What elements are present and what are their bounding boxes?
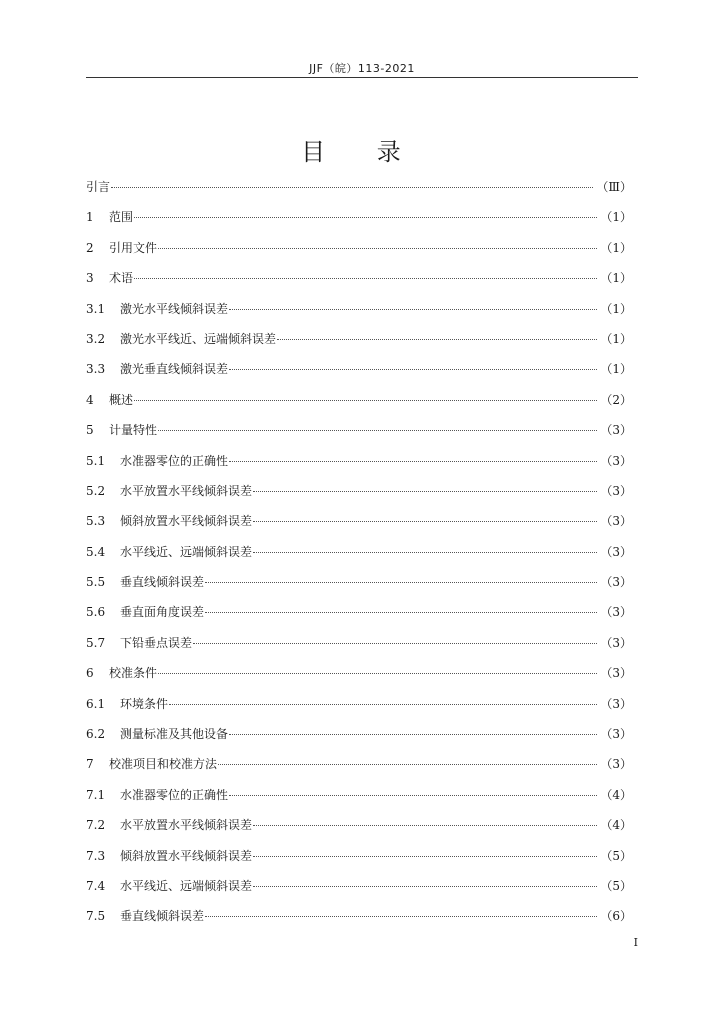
header-divider	[86, 77, 638, 78]
toc-entry-page: （3）	[600, 423, 632, 438]
toc-entry[interactable]	[86, 597, 632, 627]
toc-entry-page: （1）	[600, 362, 632, 377]
toc-dot-leader	[205, 916, 597, 917]
toc-entry[interactable]	[86, 901, 632, 931]
toc-dot-leader	[229, 795, 597, 796]
toc-entry[interactable]	[86, 446, 632, 476]
toc-entry[interactable]	[86, 476, 632, 506]
toc-entry-page: （3）	[600, 575, 632, 590]
toc-entry[interactable]	[86, 841, 632, 871]
toc-entry-title: 水平线近、远端倾斜误差	[120, 878, 253, 893]
toc-entry-number: 7	[86, 757, 94, 772]
toc-entry-page: （3）	[600, 453, 632, 468]
toc-entry[interactable]	[86, 749, 632, 779]
toc-entry-page: （1）	[600, 301, 632, 316]
toc-entry-number: 7.3	[86, 848, 106, 863]
toc-entry-page: （3）	[600, 696, 632, 711]
toc-dot-leader	[253, 521, 597, 522]
toc-entry-title: 水准器零位的正确性	[120, 453, 229, 468]
toc-entry-number: 2	[86, 240, 94, 255]
toc-entry-page: （5）	[600, 848, 632, 863]
toc-entry[interactable]	[86, 172, 632, 202]
toc-entry-number: 5.1	[86, 453, 106, 468]
toc-dot-leader	[229, 461, 597, 462]
toc-entry-title: 水平放置水平线倾斜误差	[120, 818, 253, 833]
toc-entry-page: （3）	[600, 727, 632, 742]
toc-entry-page: （1）	[600, 271, 632, 286]
toc-entry-number: 3.2	[86, 331, 106, 346]
toc-dot-leader	[277, 339, 597, 340]
toc-entry-number: 5.3	[86, 514, 106, 529]
toc-dot-leader	[111, 187, 593, 188]
toc-dot-leader	[134, 278, 597, 279]
toc-dot-leader	[229, 309, 597, 310]
toc-entry-title: 垂直面角度误差	[120, 605, 205, 620]
toc-entry-page: （1）	[600, 240, 632, 255]
toc-entry-title: 校准条件	[109, 666, 158, 681]
toc-dot-leader	[253, 856, 597, 857]
toc-entry-number: 5.6	[86, 605, 106, 620]
toc-entry-number: 7.2	[86, 818, 106, 833]
toc-entry-title: 校准项目和校准方法	[109, 757, 218, 772]
toc-entry-title: 计量特性	[109, 423, 158, 438]
toc-dot-leader	[253, 886, 597, 887]
toc-dot-leader	[229, 369, 597, 370]
toc-entry[interactable]	[86, 689, 632, 719]
toc-entry-title: 范围	[109, 210, 134, 225]
toc-dot-leader	[134, 400, 597, 401]
toc-entry-title: 水平放置水平线倾斜误差	[120, 483, 253, 498]
page-number: I	[633, 936, 638, 949]
page-title: 目 录	[301, 138, 423, 167]
toc-entry-number: 3.1	[86, 301, 106, 316]
toc-dot-leader	[218, 764, 597, 765]
document-header: JJF（皖）113-2021	[309, 62, 415, 75]
toc-entry-page: （3）	[600, 635, 632, 650]
toc-entry-page: （Ⅲ）	[596, 180, 632, 194]
toc-entry[interactable]	[86, 202, 632, 232]
toc-entry-title: 倾斜放置水平线倾斜误差	[120, 848, 253, 863]
toc-entry-page: （1）	[600, 331, 632, 346]
toc-entry-number: 6.1	[86, 696, 106, 711]
toc-entry[interactable]	[86, 415, 632, 445]
toc-entry-page: （4）	[600, 787, 632, 802]
toc-dot-leader	[158, 430, 597, 431]
toc-entry-page: （6）	[600, 909, 632, 924]
toc-entry-page: （3）	[600, 544, 632, 559]
toc-entry-number: 5.7	[86, 635, 106, 650]
toc-dot-leader	[134, 217, 597, 218]
toc-entry-title: 垂直线倾斜误差	[120, 909, 205, 924]
toc-entry-title: 测量标准及其他设备	[120, 727, 229, 742]
toc-entry-page: （3）	[600, 483, 632, 498]
toc-dot-leader	[169, 704, 597, 705]
toc-entry-title: 引用文件	[109, 240, 158, 255]
toc-entry[interactable]	[86, 810, 632, 840]
toc-entry-number: 6	[86, 666, 94, 681]
toc-entry-number: 3.3	[86, 362, 106, 377]
toc-entry[interactable]	[86, 567, 632, 597]
toc-entry-title: 概述	[109, 392, 134, 407]
toc-entry[interactable]	[86, 385, 632, 415]
toc-entry-title: 倾斜放置水平线倾斜误差	[120, 514, 253, 529]
toc-entry-page: （3）	[600, 514, 632, 529]
toc-entry-title: 术语	[109, 271, 134, 286]
toc-entry[interactable]	[86, 324, 632, 354]
toc-entry-number: 1	[86, 210, 94, 225]
toc-entry[interactable]	[86, 719, 632, 749]
toc-entry-title: 垂直线倾斜误差	[120, 575, 205, 590]
toc-dot-leader	[193, 643, 597, 644]
toc-entry-title: 水准器零位的正确性	[120, 787, 229, 802]
toc-entry[interactable]	[86, 871, 632, 901]
toc-entry-title: 激光水平线倾斜误差	[120, 301, 229, 316]
toc-entry[interactable]	[86, 537, 632, 567]
toc-entry[interactable]	[86, 780, 632, 810]
toc-entry-title: 引言	[86, 180, 111, 194]
toc-entry-number: 5.4	[86, 544, 106, 559]
toc-entry-page: （3）	[600, 757, 632, 772]
toc-entry[interactable]	[86, 294, 632, 324]
toc-entry-page: （1）	[600, 210, 632, 225]
toc-entry-title: 激光水平线近、远端倾斜误差	[120, 331, 277, 346]
toc-entry-page: （2）	[600, 392, 632, 407]
toc-dot-leader	[253, 491, 597, 492]
toc-entry-number: 7.1	[86, 787, 106, 802]
toc-entry[interactable]	[86, 263, 632, 293]
toc-entry[interactable]	[86, 506, 632, 536]
toc-entry-title: 水平线近、远端倾斜误差	[120, 544, 253, 559]
toc-entry-title: 激光垂直线倾斜误差	[120, 362, 229, 377]
toc-entry-number: 5.2	[86, 483, 106, 498]
toc-entry-title: 环境条件	[120, 696, 169, 711]
toc-dot-leader	[205, 582, 597, 583]
toc-dot-leader	[253, 552, 597, 553]
table-of-contents	[86, 172, 632, 932]
toc-entry-number: 5	[86, 423, 94, 438]
toc-entry-number: 7.5	[86, 909, 106, 924]
toc-entry-page: （4）	[600, 818, 632, 833]
toc-entry[interactable]	[86, 233, 632, 263]
toc-entry-title: 下铅垂点误差	[120, 635, 193, 650]
toc-entry-number: 7.4	[86, 878, 106, 893]
toc-entry-number: 5.5	[86, 575, 106, 590]
toc-entry-number: 4	[86, 392, 94, 407]
toc-dot-leader	[158, 248, 597, 249]
toc-dot-leader	[205, 612, 597, 613]
toc-entry-number: 6.2	[86, 727, 106, 742]
toc-dot-leader	[158, 673, 597, 674]
toc-entry-page: （3）	[600, 666, 632, 681]
toc-entry-number: 3	[86, 271, 94, 286]
toc-dot-leader	[229, 734, 597, 735]
toc-entry-page: （5）	[600, 878, 632, 893]
toc-entry[interactable]	[86, 658, 632, 688]
toc-entry[interactable]	[86, 628, 632, 658]
toc-entry[interactable]	[86, 354, 632, 384]
toc-dot-leader	[253, 825, 597, 826]
toc-entry-page: （3）	[600, 605, 632, 620]
